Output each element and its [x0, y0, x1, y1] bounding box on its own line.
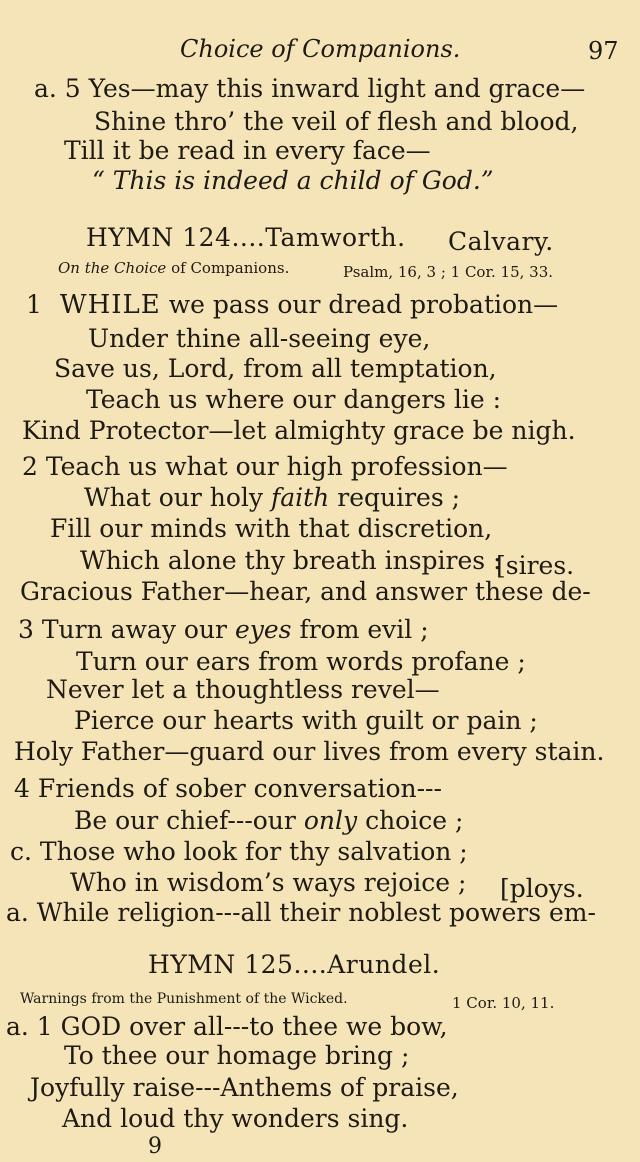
verse-2-line-4: Which alone thy breath inspires :: [80, 546, 502, 575]
verse-4-line-2: [74, 806, 463, 836]
verse-4-line-2-a: Be our chief---our: [74, 806, 296, 835]
verse-1-initial: WHILE: [59, 290, 161, 320]
prev-line-4: “ This is indeed a child of God.”: [92, 166, 494, 195]
hymn-124-subtitle-italic: On the Choice: [58, 259, 167, 277]
verse-2-line-2-a: What our holy: [84, 483, 264, 512]
verse-3-line-1-a: 3 Turn away our: [18, 615, 228, 644]
verse-2-line-2-faith: faith: [270, 483, 330, 512]
verse-1-line-1-text: we pass our dread probation—: [160, 290, 559, 319]
verse-1-line-3: Save us, Lord, from all temptation,: [54, 354, 497, 383]
verse-4-turnover: [ploys.: [500, 874, 584, 903]
verse-1-line-2: Under thine all-seeing eye,: [88, 324, 431, 353]
verse-4-line-4: Who in wisdom’s ways rejoice ;: [70, 868, 467, 897]
verse-4-line-3: c. Those who look for thy salvation ;: [10, 837, 468, 866]
verse-2-line-3: Fill our minds with that discretion,: [50, 514, 493, 543]
verse-4-line-2-c: choice ;: [365, 806, 464, 835]
verse-3-line-1: [18, 615, 429, 645]
hymn-124-tune: Calvary.: [448, 227, 554, 256]
verse-3-line-1-eyes: eyes: [234, 615, 292, 644]
hymn-125-line-1: a. 1 GOD over all---to thee we bow,: [6, 1012, 448, 1041]
hymn-124-title: HYMN 124....Tamworth.: [86, 223, 406, 252]
prev-line-1: a. 5 Yes—may this inward light and grace—: [34, 74, 586, 103]
verse-1-line-1: [26, 290, 558, 320]
verse-1-line-5: Kind Protector—let almighty grace be nigh.: [22, 416, 576, 445]
signature-mark: 9: [148, 1134, 162, 1159]
hymn-124-subtitle-rest: of Companions.: [171, 259, 290, 277]
verse-4-line-1: 4 Friends of sober conversation---: [14, 774, 442, 803]
verse-2-line-1: 2 Teach us what our high profession—: [22, 452, 508, 481]
hymn-125-subtitle: Warnings from the Punishment of the Wicked.: [20, 991, 348, 1007]
verse-2-line-5: Gracious Father—hear, and answer these de-: [20, 577, 591, 606]
verse-4-line-2-only: only: [303, 806, 358, 835]
hymn-125-line-4: And loud thy wonders sing.: [62, 1104, 409, 1133]
verse-2-turnover: [sires.: [496, 551, 575, 580]
verse-3-line-5: Holy Father—guard our lives from every stain.: [14, 737, 605, 766]
hymn-124-subtitle: [58, 258, 289, 278]
running-header-title: Choice of Companions.: [180, 35, 461, 63]
hymn-125-title: HYMN 125....Arundel.: [148, 950, 441, 979]
verse-3-line-2: Turn our ears from words profane ;: [76, 647, 526, 676]
hymn-124-reference: Psalm, 16, 3 ; 1 Cor. 15, 33.: [343, 263, 553, 281]
verse-1-line-4: Teach us where our dangers lie :: [86, 385, 502, 414]
verse-3-line-3: Never let a thoughtless revel—: [46, 675, 440, 704]
prev-line-3: Till it be read in every face—: [64, 136, 431, 165]
verse-4-line-5: a. While religion---all their noblest powers em-: [6, 898, 596, 927]
verse-1-number: 1: [26, 290, 42, 319]
page-number: 97: [588, 37, 619, 65]
hymn-125-line-2: To thee our homage bring ;: [64, 1041, 410, 1070]
verse-3-line-1-c: from evil ;: [299, 615, 429, 644]
prev-line-2: Shine thro’ the veil of flesh and blood,: [94, 107, 579, 136]
verse-2-line-2: [84, 483, 460, 513]
hymn-125-line-3: Joyfully raise---Anthems of praise,: [30, 1073, 459, 1102]
verse-2-line-2-c: requires ;: [337, 483, 461, 512]
verse-3-line-4: Pierce our hearts with guilt or pain ;: [74, 706, 538, 735]
hymn-125-reference: 1 Cor. 10, 11.: [452, 994, 555, 1012]
